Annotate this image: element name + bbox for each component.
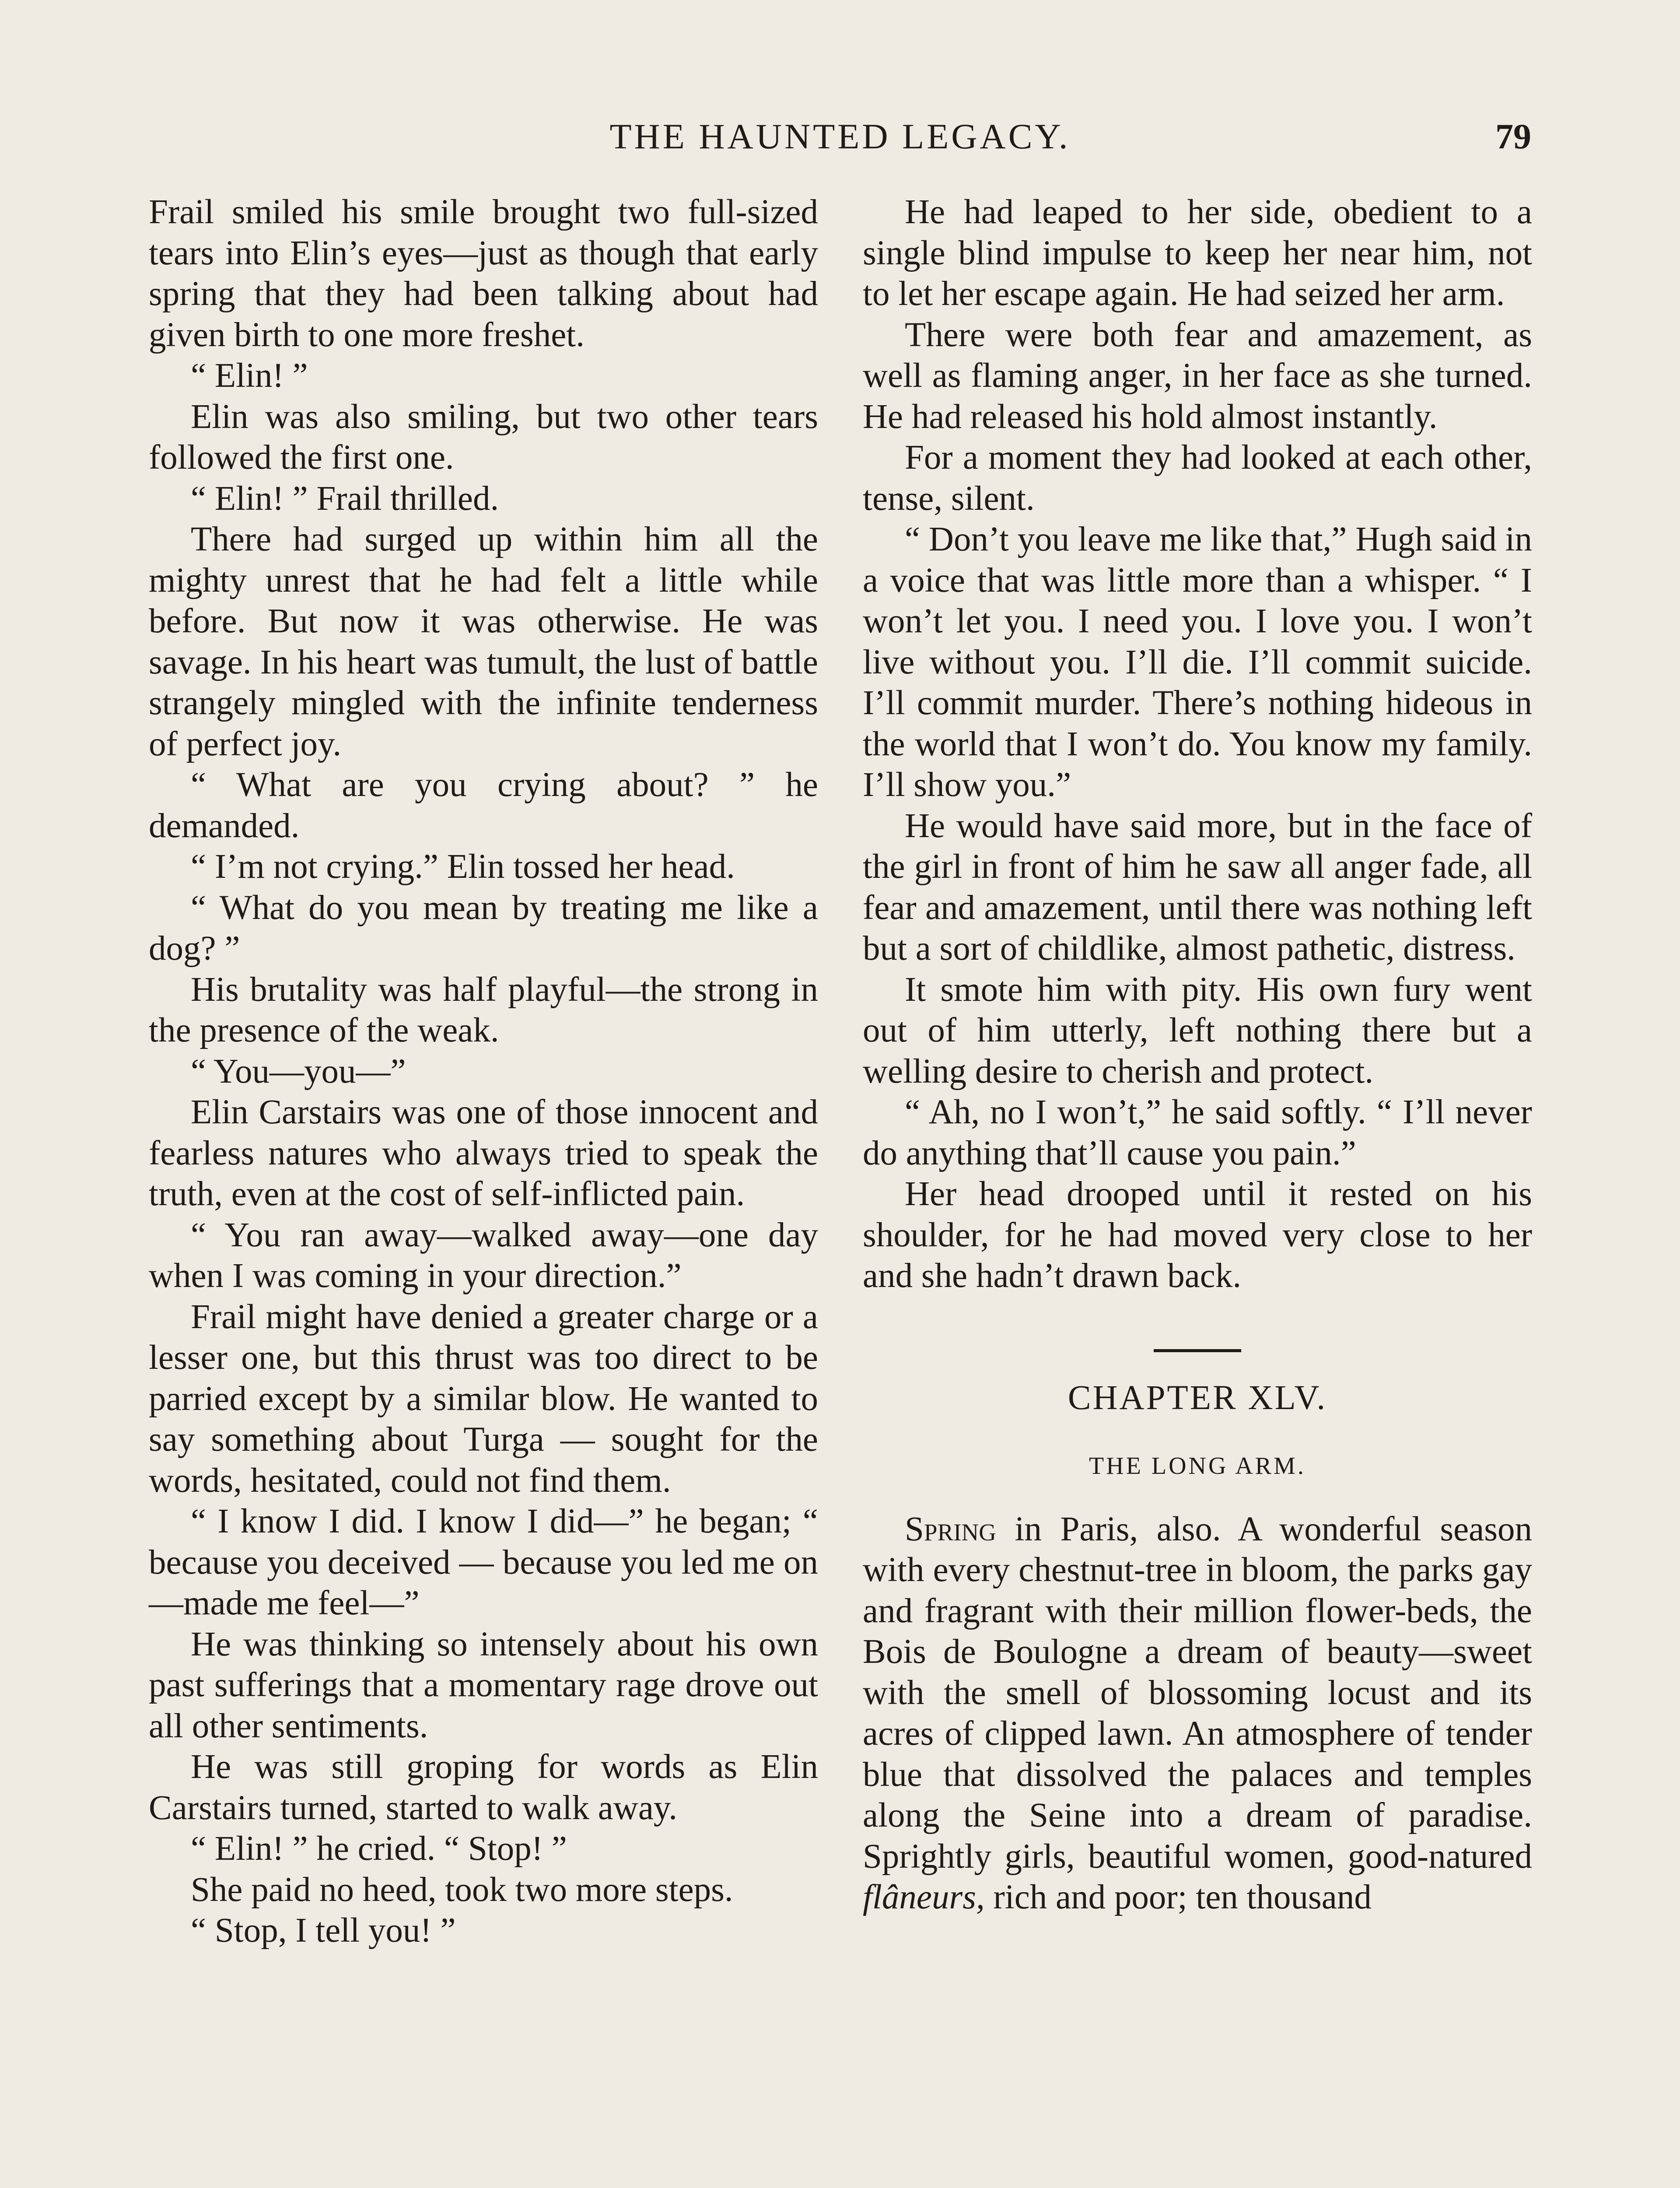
paragraph: “ You ran away—walked away—one day when I was coming in your direction.” — [149, 1216, 818, 1295]
paragraph: “ Stop, I tell you! ” — [191, 1911, 456, 1950]
paragraph: “ What are you crying about? ” he demanded. — [149, 766, 818, 845]
chapter-title: CHAPTER XLV. — [1068, 1378, 1327, 1417]
paragraph: Elin Carstairs was one of those innocent and fearless natures who always tried to speak the truth, even at the cost of self-inflicted pain. — [149, 1093, 818, 1213]
paragraph: “ You—you—” — [191, 1052, 406, 1090]
paragraph: Elin was also smiling, but two other tears followed the first one. — [149, 397, 818, 477]
paragraph: He had leaped to her side, obedient to a single blind impulse to keep her near him, not to let her escape again. He had seized her arm. — [863, 193, 1532, 313]
paragraph: It smote him with pity. His own fury went out of him utterly, left nothing there but a welling desire to cherish and protect. — [863, 970, 1532, 1090]
paragraph: Frail smiled his smile brought two full-sized tears into Elin’s eyes—just as though that early spring that they had been talking about had given birth to one more freshet. — [149, 193, 818, 354]
paragraph: There had surged up within him all the mighty unrest that he had felt a little while before. But now it was otherwise. He was savage. In his heart was tumult, the lust of battle strangely mingled with the infinite tenderness of perfect joy. — [149, 520, 818, 763]
paragraph: “ Don’t you leave me like that,” Hugh said in a voice that was little more than a whisper. “ I won’t let you. I need you. I love you. I won’t live without you. I’ll die. I’ll commit suicide. I’ll commit murder. There’s nothing hideous in the world that I won’t do. You know my family. I’ll show you.” — [863, 520, 1532, 804]
paragraph: “ What do you mean by treating me like a dog? ” — [149, 888, 818, 968]
paragraph: There were both fear and amazement, as well as flaming anger, in her face as she turned. He had released his hold almost instantly. — [863, 316, 1532, 436]
paragraph: He would have said more, but in the face of the girl in front of him he saw all anger fade, all fear and amazement, until there was nothing left but a sort of childlike, almost pathetic, distress. — [863, 806, 1532, 968]
paragraph: He was thinking so intensely about his own past sufferings that a momentary rage drove out all other sentiments. — [149, 1625, 818, 1745]
paragraph: “ I’m not crying.” Elin tossed her head. — [191, 848, 735, 886]
paragraph: He was still groping for words as Elin Carstairs turned, started to walk away. — [149, 1748, 818, 1827]
paragraph: For a moment they had looked at each other, tense, silent. — [863, 438, 1532, 518]
lead-word: Spring — [905, 1510, 996, 1548]
paragraph: Her head drooped until it rested on his shoulder, for he had moved very close to her and she hadn’t drawn back. — [863, 1175, 1532, 1295]
paragraph: “ Elin! ” Frail thrilled. — [191, 479, 499, 518]
paragraph: Frail might have denied a greater charge or a lesser one, but this thrust was too direct to be parried except by a similar blow. He wanted to say something about Turga — sought for the words, hesitated, could not find them. — [149, 1297, 818, 1500]
chapter-subtitle: THE LONG ARM. — [1089, 1452, 1306, 1480]
page-number: 79 — [1495, 116, 1531, 156]
paragraph: She paid no heed, took two more steps. — [191, 1870, 733, 1909]
running-title: THE HAUNTED LEGACY. — [609, 116, 1071, 156]
running-header — [149, 115, 1531, 167]
paragraph: “ Elin! ” he cried. “ Stop! ” — [191, 1830, 567, 1868]
paragraph: “ I know I did. I know I did—” he began; “ because you deceived — because you led me on—made me feel—” — [149, 1502, 818, 1622]
right-column — [863, 192, 1532, 1918]
italic-word: flâneurs, — [863, 1878, 985, 1916]
paragraph-text: in Paris, also. A wonderful season with every chestnut-tree in bloom, the parks gay and fragrant with their million flower-beds, the Bois de Boulogne a dream of beauty—sweet with the smell of blossoming locust and its acres of clipped lawn. An atmosphere of tender blue that dissolved the palaces and temples along the Seine into a dream of paradise. Sprightly girls, beautiful women, good-natured — [863, 1510, 1532, 1876]
left-column — [149, 192, 818, 1951]
chapter-opening-paragraph — [863, 1509, 1532, 1918]
paragraph: His brutality was half playful—the strong in the presence of the weak. — [149, 970, 818, 1049]
paragraph-text: rich and poor; ten thousand — [984, 1878, 1372, 1916]
paragraph: “ Elin! ” — [191, 357, 308, 395]
section-divider — [1154, 1349, 1241, 1352]
paragraph: “ Ah, no I won’t,” he said softly. “ I’ll never do anything that’ll cause you pain.” — [863, 1093, 1532, 1172]
